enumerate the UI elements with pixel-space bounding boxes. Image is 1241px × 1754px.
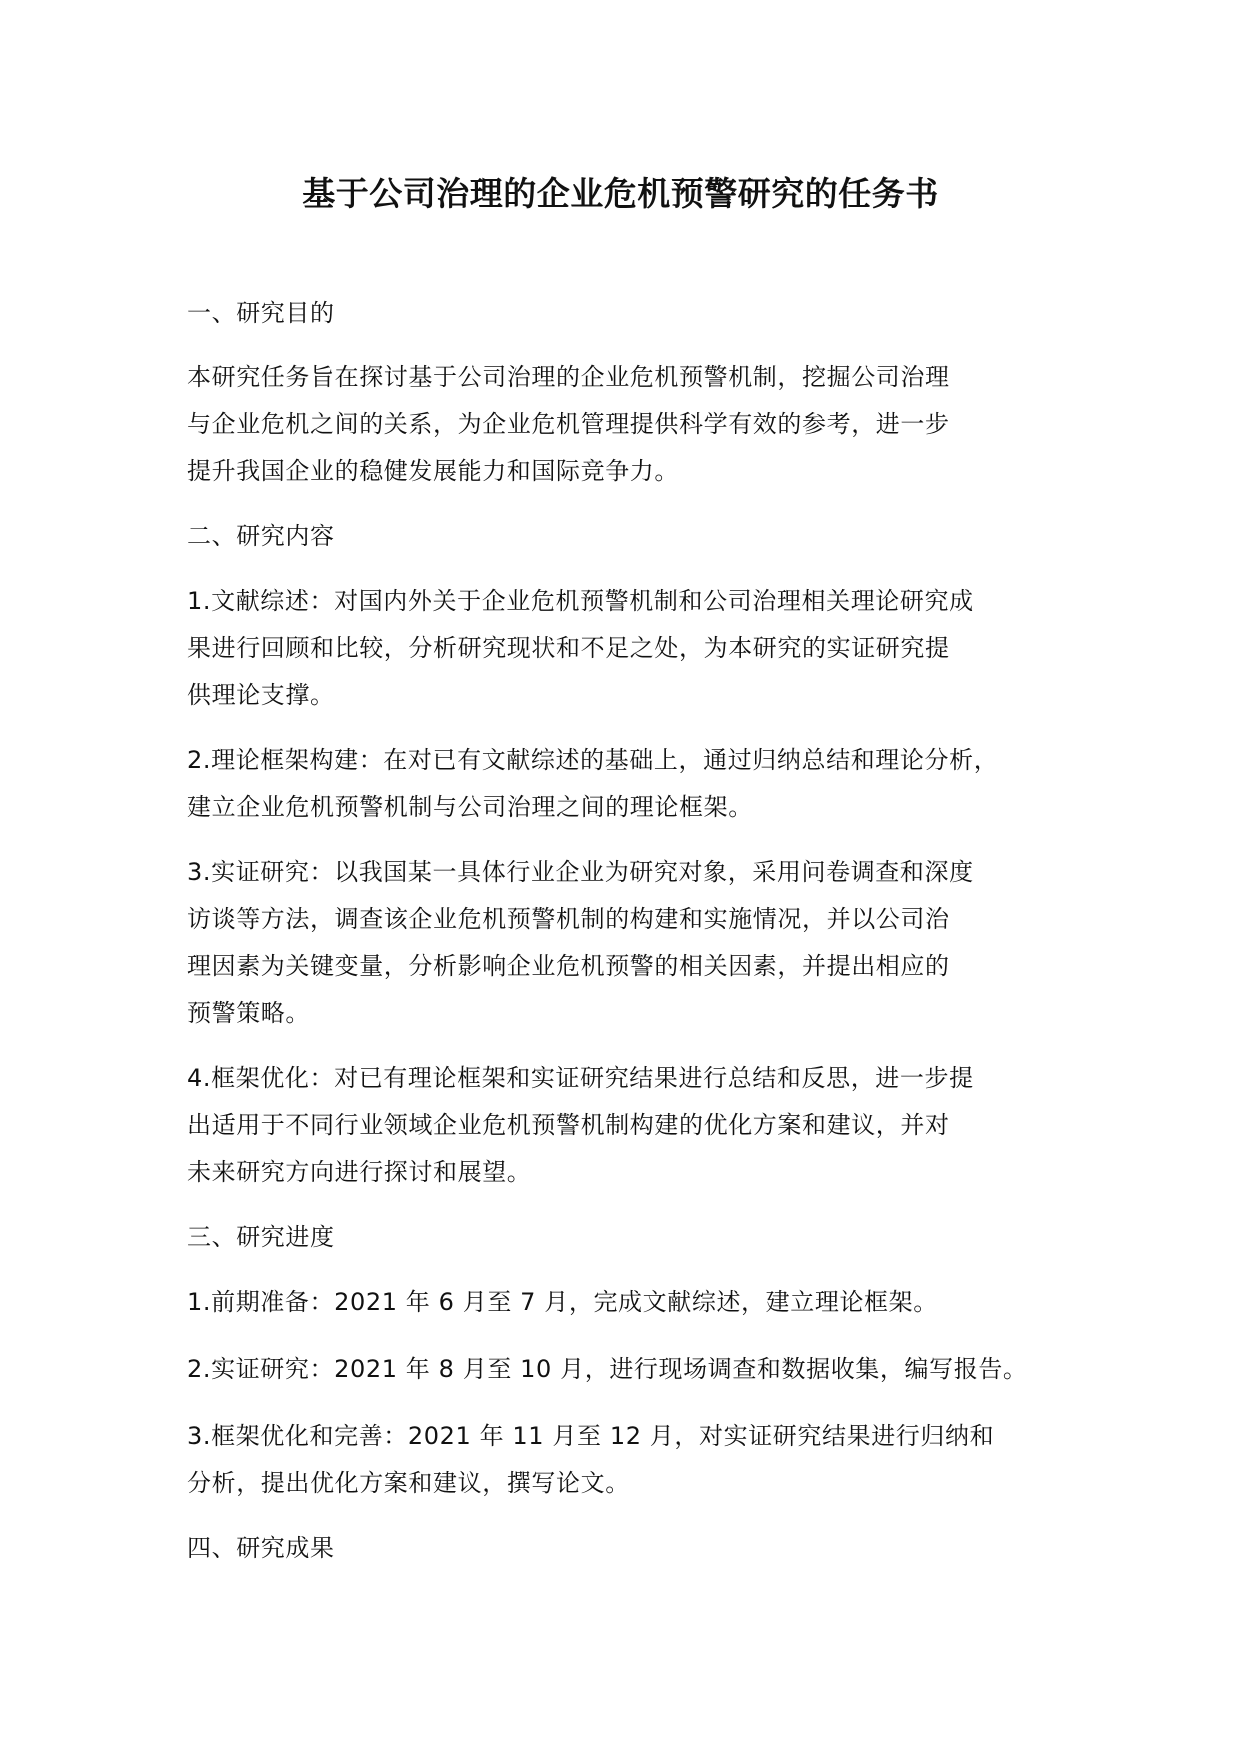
paragraph-line: 供理论支撑。 <box>187 681 335 709</box>
paragraph-line: 果进行回顾和比较，分析研究现状和不足之处，为本研究的实证研究提 <box>187 634 950 662</box>
paragraph-line: 3.框架优化和完善：2021 年 11 月至 12 月，对实证研究结果进行归纳和 <box>187 1422 995 1450</box>
paragraph-line: 1.文献综述：对国内外关于企业危机预警机制和公司治理相关理论研究成 <box>187 587 974 615</box>
paragraph-line: 访谈等方法，调查该企业危机预警机制的构建和实施情况，并以公司治 <box>187 905 950 933</box>
paragraph-line: 理因素为关键变量，分析影响企业危机预警的相关因素，并提出相应的 <box>187 952 950 980</box>
section-heading: 三、研究进度 <box>187 1223 335 1251</box>
paragraph-line: 未来研究方向进行探讨和展望。 <box>187 1158 532 1186</box>
paragraph-line: 3.实证研究：以我国某一具体行业企业为研究对象，采用问卷调查和深度 <box>187 858 974 886</box>
paragraph-line: 2.实证研究：2021 年 8 月至 10 月，进行现场调查和数据收集，编写报告。 <box>187 1355 1028 1383</box>
paragraph-line: 4.框架优化：对已有理论框架和实证研究结果进行总结和反思，进一步提 <box>187 1064 974 1092</box>
paragraph-line: 与企业危机之间的关系，为企业危机管理提供科学有效的参考，进一步 <box>187 410 950 438</box>
paragraph-line: 提升我国企业的稳健发展能力和国际竞争力。 <box>187 457 679 485</box>
paragraph-line: 2.理论框架构建：在对已有文献综述的基础上，通过归纳总结和理论分析， <box>187 746 999 774</box>
document-title: 基于公司治理的企业危机预警研究的任务书 <box>302 174 939 213</box>
section-heading: 二、研究内容 <box>187 522 335 550</box>
paragraph-line: 分析，提出优化方案和建议，撰写论文。 <box>187 1469 630 1497</box>
paragraph-line: 预警策略。 <box>187 999 310 1027</box>
section-heading: 四、研究成果 <box>187 1534 335 1562</box>
paragraph-line: 出适用于不同行业领域企业危机预警机制构建的优化方案和建议，并对 <box>187 1111 950 1139</box>
paragraph-line: 1.前期准备：2021 年 6 月至 7 月，完成文献综述，建立理论框架。 <box>187 1288 938 1316</box>
paragraph-line: 建立企业危机预警机制与公司治理之间的理论框架。 <box>187 793 753 821</box>
paragraph-line: 本研究任务旨在探讨基于公司治理的企业危机预警机制，挖掘公司治理 <box>187 363 950 391</box>
section-heading: 一、研究目的 <box>187 299 335 327</box>
